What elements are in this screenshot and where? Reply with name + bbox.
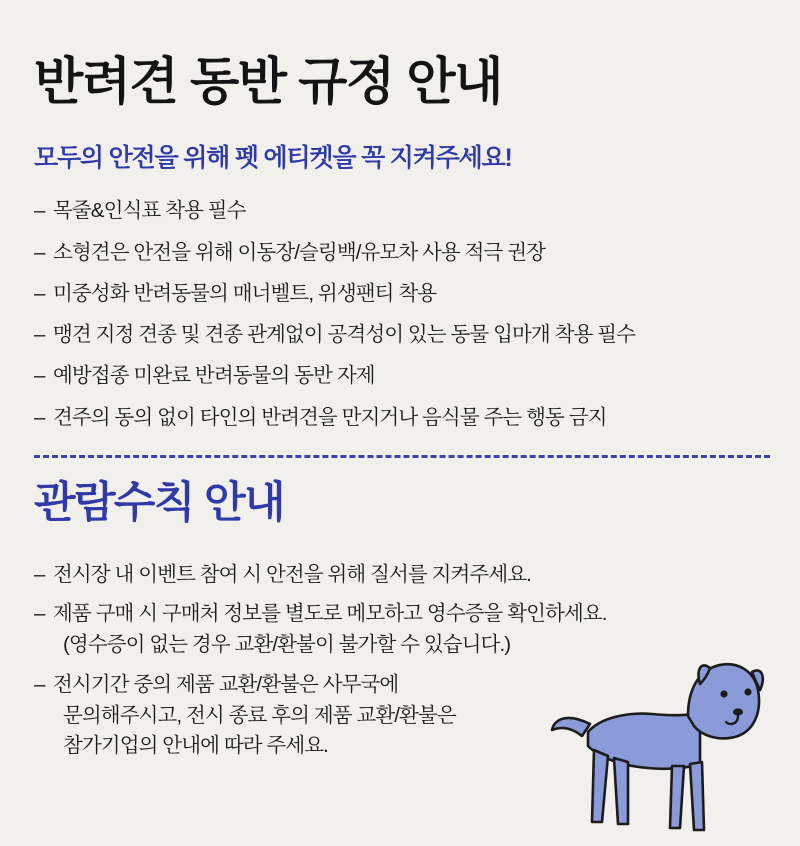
list-item-line: 문의해주시고, 전시 종료 후의 제품 교환/환불은 bbox=[63, 703, 456, 727]
page-title: 반려견 동반 규정 안내 bbox=[34, 53, 502, 110]
list-item-line: 참가기업의 안내에 따라 주세요. bbox=[63, 734, 328, 758]
list-item-label bbox=[53, 560, 531, 591]
list-item-label: 목줄&인식표 착용 필수 bbox=[53, 199, 246, 223]
list-item bbox=[34, 670, 770, 762]
list-item-label: 맹견 지정 견종 및 견종 관계없이 공격성이 있는 동물 입마개 착용 필수 bbox=[53, 323, 636, 347]
list-item-label: 미중성화 반려동물의 매너벨트, 위생팬티 착용 bbox=[53, 281, 437, 305]
list-item bbox=[34, 361, 770, 391]
list-item-label bbox=[53, 670, 456, 762]
list-item bbox=[34, 238, 770, 268]
bullet-dash: – bbox=[34, 602, 45, 626]
bullet-dash: – bbox=[34, 364, 45, 388]
bullet-dash: – bbox=[34, 405, 45, 429]
bullet-dash: – bbox=[34, 323, 45, 347]
list-item bbox=[34, 560, 770, 591]
list-item bbox=[34, 320, 770, 350]
viewing-rules-list bbox=[34, 560, 770, 763]
list-item-label bbox=[53, 599, 607, 661]
list-item-label: 견주의 동의 없이 타인의 반려견을 만지거나 음식물 주는 행동 금지 bbox=[53, 405, 607, 429]
bullet-dash: – bbox=[34, 672, 45, 696]
section-title-viewing-rules: 관람수칙 안내 bbox=[34, 479, 284, 528]
bullet-dash: – bbox=[34, 281, 45, 305]
dashed-divider bbox=[34, 455, 770, 458]
list-item bbox=[34, 196, 770, 226]
bullet-dash: – bbox=[34, 562, 45, 586]
list-item-label: 소형견은 안전을 위해 이동장/슬링백/유모차 사용 적극 권장 bbox=[53, 240, 546, 264]
list-item-line: 전시기간 중의 제품 교환/환불은 사무국에 bbox=[53, 672, 399, 696]
bullet-dash: – bbox=[34, 240, 45, 264]
list-item-label: 예방접종 미완료 반려동물의 동반 자제 bbox=[53, 364, 375, 388]
list-item-line: (영수증이 없는 경우 교환/환불이 불가할 수 있습니다.) bbox=[63, 633, 511, 657]
pet-rules-list bbox=[34, 196, 770, 433]
subtitle: 모두의 안전을 위해 펫 에티켓을 꼭 지켜주세요! bbox=[34, 144, 512, 173]
list-item-line: 전시장 내 이벤트 참여 시 안전을 위해 질서를 지켜주세요. bbox=[53, 562, 531, 586]
list-item bbox=[34, 599, 770, 661]
list-item-line: 제품 구매 시 구매처 정보를 별도로 메모하고 영수증을 확인하세요. bbox=[53, 602, 607, 626]
list-item bbox=[34, 403, 770, 433]
list-item bbox=[34, 279, 770, 309]
bullet-dash: – bbox=[34, 199, 45, 223]
